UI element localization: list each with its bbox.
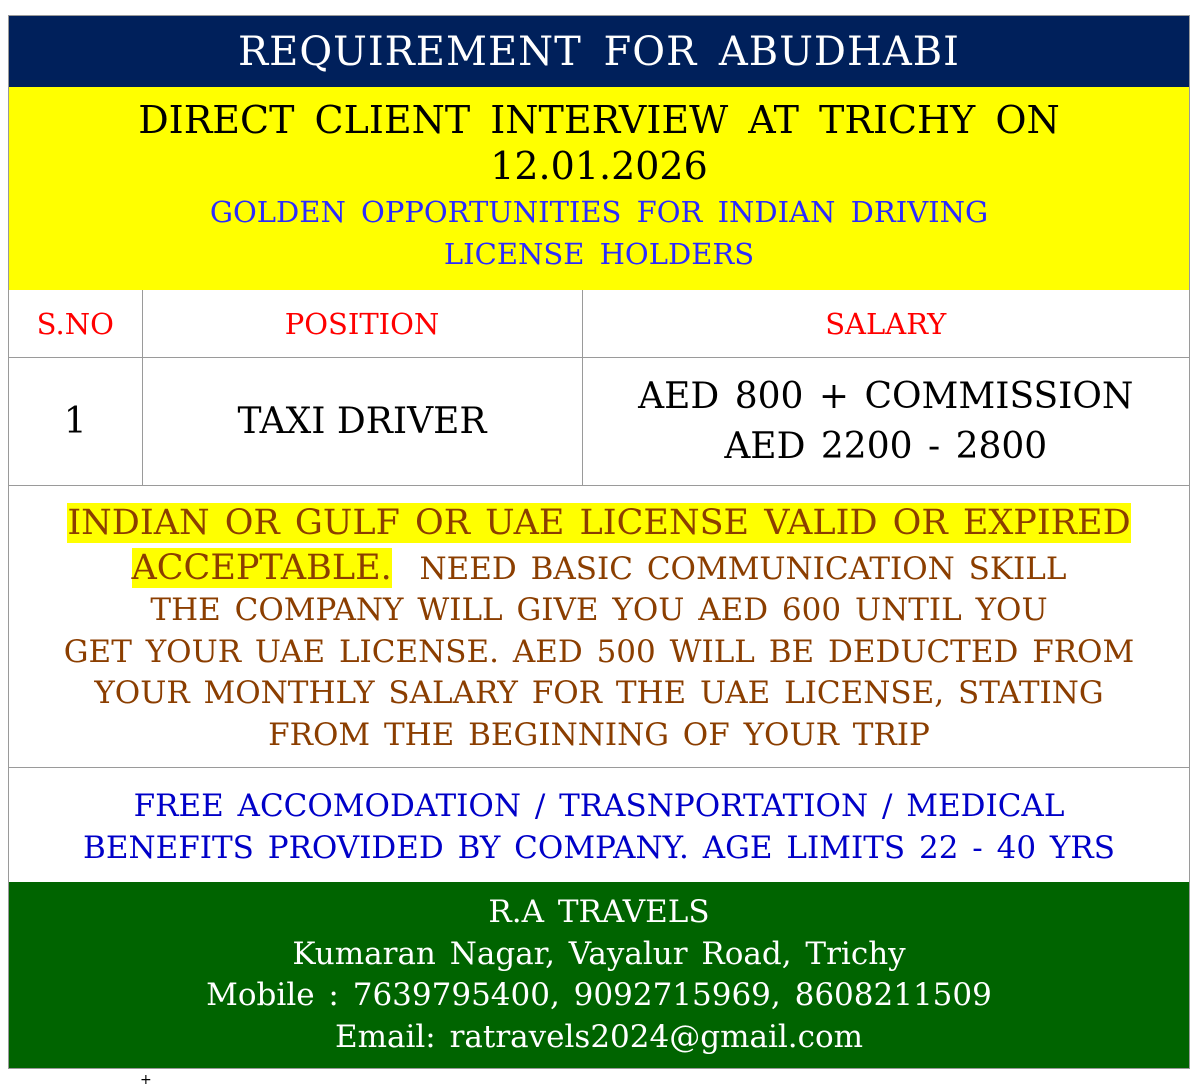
header-position: POSITION <box>142 290 582 358</box>
tagline-line-2: LICENSE HOLDERS <box>443 237 755 271</box>
email-address: Email: ratravels2024@gmail.com <box>334 1018 864 1055</box>
header-salary: SALARY <box>582 290 1189 358</box>
table-row <box>9 358 1189 486</box>
license-text-line-4: GET YOUR UAE LICENSE. AED 500 WILL BE DEDUCTED FROM <box>63 633 1135 670</box>
mobile-numbers: Mobile : 7639795400, 9092715969, 8608211509 <box>206 977 992 1013</box>
cell-position: TAXI DRIVER <box>142 358 582 486</box>
header-sno: S.NO <box>9 290 142 358</box>
company-name: R.A TRAVELS <box>488 894 710 930</box>
license-text-line-5: YOUR MONTHLY SALARY FOR THE UAE LICENSE, STATING <box>94 675 1104 711</box>
poster-title: REQUIREMENT FOR ABUDHABI <box>238 28 960 75</box>
benefits-line-1: FREE ACCOMODATION / TRASNPORTATION / MEDICAL <box>133 788 1065 824</box>
cell-salary <box>582 358 1189 486</box>
title-banner <box>9 16 1189 87</box>
table-header-row <box>9 290 1189 358</box>
company-address: Kumaran Nagar, Vayalur Road, Trichy <box>292 935 906 972</box>
salary-base: AED 800 + COMMISSION <box>638 375 1134 417</box>
license-section <box>9 486 1189 768</box>
positions-table <box>9 290 1189 486</box>
contact-footer <box>9 882 1189 1068</box>
salary-range: AED 2200 - 2800 <box>724 425 1048 467</box>
crosshair-cursor-icon: + <box>140 1072 152 1088</box>
license-text-line-6: FROM THE BEGINNING OF YOUR TRIP <box>268 716 930 753</box>
cell-sno: 1 <box>9 358 142 486</box>
license-highlight-2: ACCEPTABLE. <box>131 547 392 588</box>
interview-section <box>9 87 1189 290</box>
communication-requirement: NEED BASIC COMMUNICATION SKILL <box>419 550 1067 587</box>
interview-heading: DIRECT CLIENT INTERVIEW AT TRICHY ON <box>138 98 1060 142</box>
license-highlight-1: INDIAN OR GULF OR UAE LICENSE VALID OR EXPIRED <box>67 503 1131 543</box>
interview-date: 12.01.2026 <box>490 144 708 188</box>
benefits-section <box>9 768 1189 882</box>
tagline-line-1: GOLDEN OPPORTUNITIES FOR INDIAN DRIVING <box>209 195 989 229</box>
benefits-line-2: BENEFITS PROVIDED BY COMPANY. AGE LIMITS 22 - 40 YRS <box>83 830 1115 866</box>
license-text-line-3: THE COMPANY WILL GIVE YOU AED 600 UNTIL YOU <box>150 592 1048 628</box>
job-poster <box>8 15 1190 1069</box>
